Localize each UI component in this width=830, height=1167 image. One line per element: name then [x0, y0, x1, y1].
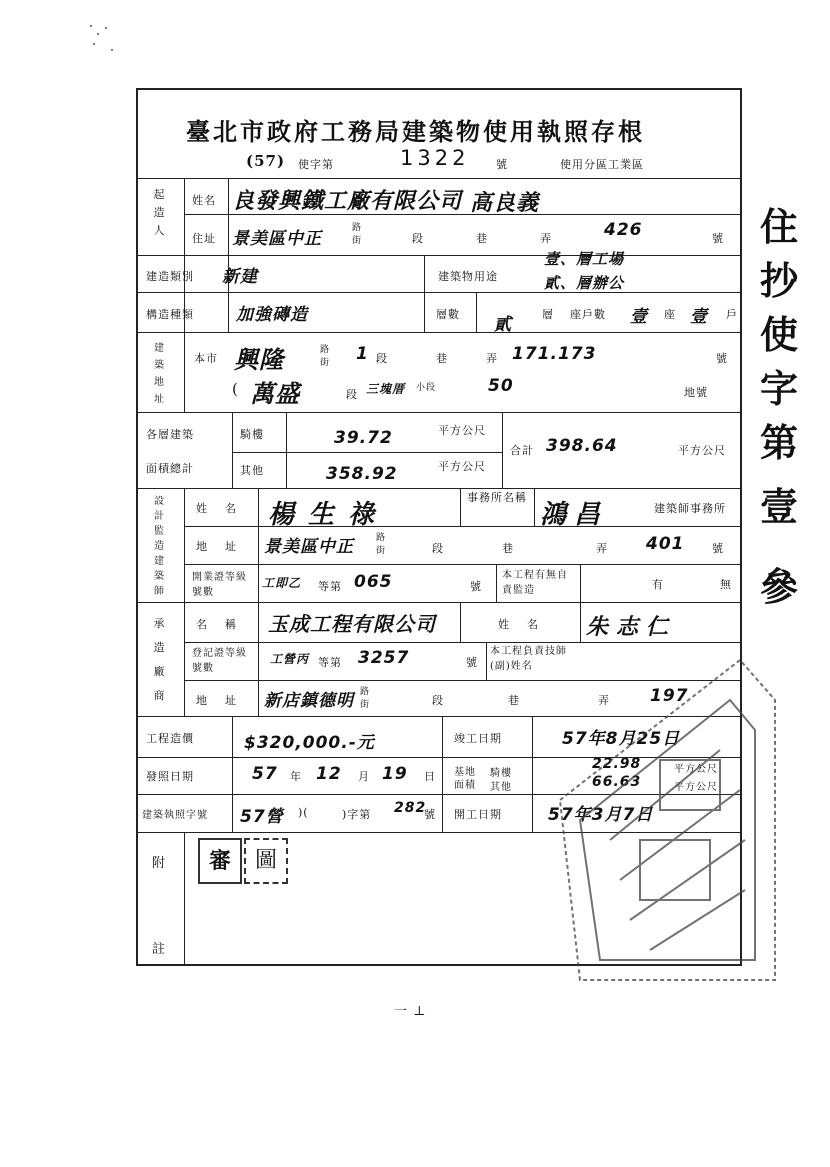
build-type-value: 新建: [222, 267, 258, 287]
total-value: 398.64: [546, 436, 618, 456]
completion-value: 57年8月25日: [562, 729, 681, 749]
contractor-reg-value-1: 工營丙: [270, 652, 310, 666]
applicant-name-value: 良發興鐵工廠有限公司: [232, 189, 463, 214]
build-type-label: 建造類別: [146, 270, 194, 283]
rule: [136, 412, 742, 413]
permit-value: 57營: [240, 807, 284, 827]
applicant-rep-value: 高良義: [470, 191, 540, 216]
rule: [534, 488, 535, 526]
rule: [136, 178, 742, 179]
architect-address-label: 地址: [196, 540, 254, 553]
start-value: 57年3月7日: [548, 805, 654, 825]
other-unit: 平方公尺: [438, 460, 486, 473]
site-duan-label: 段: [376, 352, 388, 365]
review-stamp: 審: [198, 838, 242, 884]
build-use-value-2: 貳、層辦公: [544, 274, 625, 292]
contractor-hao-label: 號: [466, 656, 478, 669]
arcade-unit: 平方公尺: [438, 424, 486, 437]
rule: [442, 716, 443, 832]
rule: [424, 255, 425, 332]
site-lot-duan-label: 段: [346, 388, 358, 401]
official-seal: [540, 640, 780, 1000]
contractor-section-label: 承造廠商: [153, 617, 165, 702]
rule: [228, 178, 229, 332]
issue-month: 12: [316, 764, 342, 784]
applicant-hao-label: 號: [712, 232, 724, 245]
contractor-address-label: 地址: [196, 694, 254, 707]
contractor-road-label: 路街: [360, 687, 371, 710]
margin-char-3: 字: [760, 367, 799, 411]
issue-year: 57: [252, 764, 278, 784]
units-label: 座戶數: [570, 308, 606, 321]
architect-hao-label: 號: [712, 542, 724, 555]
rule: [460, 488, 461, 526]
completion-label: 竣工日期: [454, 732, 502, 745]
contractor-name-label: 名稱: [196, 618, 254, 631]
permit-number: 1322: [400, 146, 470, 170]
architect-tech-value-1: 有: [652, 578, 664, 591]
zone-label: 使用分區工業區: [560, 158, 644, 171]
site-lot-sub-value: 三塊厝: [366, 382, 406, 396]
architect-license-label: 開業證等級號數: [192, 572, 247, 598]
rule: [136, 292, 742, 293]
rule: [232, 452, 502, 453]
site-duan-value: 1: [356, 344, 369, 364]
architect-office-suffix: 建築師事務所: [654, 502, 726, 515]
rule: [496, 564, 497, 602]
permit-paren: )(: [298, 806, 309, 819]
land-value-1: 22.98: [592, 756, 642, 772]
rule: [502, 412, 503, 488]
rule: [258, 488, 259, 716]
architect-license-word: 等第: [318, 580, 342, 593]
land-arcade-label: 騎樓: [490, 768, 512, 779]
contractor-nong-label: 弄: [598, 694, 610, 707]
rule: [136, 602, 742, 603]
site-lot-label: 地號: [684, 386, 708, 399]
form-title: 臺北市政府工務局建築物使用執照存根: [186, 117, 645, 146]
contractor-xiang-label: 巷: [508, 694, 520, 707]
applicant-name-label: 姓名: [192, 194, 216, 207]
site-number-value: 171.173: [512, 344, 597, 364]
architect-duan-label: 段: [432, 542, 444, 555]
issue-label: 發照日期: [146, 770, 194, 783]
rule: [580, 602, 581, 642]
site-section-label: 建築地址: [154, 343, 164, 405]
arcade-value: 39.72: [334, 428, 393, 448]
margin-char-6: 參: [760, 565, 799, 609]
site-city-label: 本市: [194, 352, 218, 365]
applicant-xiang-label: 巷: [476, 232, 488, 245]
drawing-stamp: 圖: [244, 838, 288, 884]
rule: [286, 412, 287, 488]
architect-office-label: 事務所名稱: [467, 491, 527, 504]
architect-nong-label: 弄: [596, 542, 608, 555]
start-label: 開工日期: [454, 808, 502, 821]
site-lot-area: 萬盛: [250, 380, 300, 408]
contractor-person-value: 朱志仁: [586, 615, 677, 640]
scan-noise: [86, 20, 126, 60]
architect-name-label: 姓名: [196, 502, 254, 515]
applicant-address-value: 景美區中正: [232, 229, 322, 249]
site-lot-number: 50: [488, 376, 514, 396]
total-label: 合計: [510, 444, 534, 457]
notes-label-2: 註: [152, 942, 167, 957]
site-xiang-label: 巷: [436, 352, 448, 365]
permit-hao-label: 號: [424, 808, 436, 821]
ceng-label: 層: [542, 308, 554, 321]
site-road-label: 路街: [320, 345, 331, 368]
cost-value: $320,000.-元: [244, 733, 375, 753]
rule: [232, 412, 233, 488]
contractor-reg-value-2: 3257: [358, 648, 410, 668]
issue-yue: 月: [358, 770, 370, 783]
contractor-duan-label: 段: [432, 694, 444, 707]
architect-number-value: 401: [646, 534, 685, 554]
zuo-label: 座: [664, 308, 676, 321]
permit-paren2: )字第: [342, 808, 372, 821]
site-hao-label: 號: [716, 352, 728, 365]
contractor-reg-label: 登記證等級號數: [192, 648, 247, 674]
applicant-duan-label: 段: [412, 232, 424, 245]
area-label-1: 各層建築: [146, 428, 194, 441]
floors-value: 貳: [494, 315, 512, 335]
architect-name-value: 楊生祿: [268, 500, 389, 530]
build-use-value-1: 壹、層工場: [544, 250, 625, 268]
hao-label: 號: [496, 158, 508, 171]
contractor-name-value: 玉成工程有限公司: [268, 612, 436, 636]
use-char-label: 使字第: [298, 158, 334, 171]
applicant-section-label: 起造人: [153, 188, 165, 237]
land-area-label: 基地面積: [454, 767, 476, 791]
rule: [486, 642, 487, 680]
land-other-label: 其他: [490, 782, 512, 793]
architect-hao-label-2: 號: [470, 580, 482, 593]
rule: [580, 564, 581, 602]
rule: [532, 716, 533, 832]
land-unit-1: 平方公尺: [674, 764, 718, 775]
architect-road-label: 路街: [376, 533, 387, 556]
arcade-label: 騎樓: [240, 428, 264, 441]
applicant-address-label: 住址: [192, 232, 216, 245]
land-unit-2: 平方公尺: [674, 782, 718, 793]
margin-char-1: 抄: [760, 259, 799, 303]
permit-label: 建築執照字號: [142, 810, 208, 821]
floors-label: 層數: [436, 308, 460, 321]
architect-address-value: 景美區中正: [264, 537, 354, 557]
contractor-address-value: 新店鎮德明: [264, 691, 354, 711]
rule: [460, 602, 461, 642]
margin-char-2: 使: [760, 313, 799, 357]
architect-tech-value-2: 無: [720, 578, 732, 591]
units-value-2: 壹: [690, 307, 708, 327]
architect-office-value: 鴻昌: [540, 500, 609, 530]
margin-char-5: 壹: [760, 485, 799, 529]
cost-label: 工程造價: [146, 732, 194, 745]
area-label-2: 面積總計: [146, 462, 194, 475]
applicant-road-label: 路街: [352, 223, 363, 246]
margin-char-4: 第: [760, 421, 799, 465]
architect-section-label: 設計監造建築師: [154, 496, 164, 597]
total-unit: 平方公尺: [678, 444, 726, 457]
rule: [184, 564, 742, 565]
units-value-1: 壹: [630, 307, 648, 327]
structure-label: 構造種類: [146, 308, 194, 321]
contractor-reg-word: 等第: [318, 656, 342, 669]
permit-number-value: 282: [394, 800, 427, 816]
site-nong-label: 弄: [486, 352, 498, 365]
architect-xiang-label: 巷: [502, 542, 514, 555]
rule: [136, 488, 742, 489]
land-value-2: 66.63: [592, 774, 642, 790]
year-label: (57): [246, 152, 286, 170]
contractor-number-value: 197: [650, 686, 689, 706]
issue-day: 19: [382, 764, 408, 784]
notes-label-1: 附: [152, 856, 167, 871]
build-use-label: 建築物用途: [438, 270, 498, 283]
rule: [184, 832, 185, 966]
rule: [136, 255, 742, 256]
contractor-person-label: 姓名: [498, 618, 556, 631]
rule: [184, 332, 185, 412]
architect-license-value-1: 工即乙: [262, 576, 302, 590]
margin-char-0: 住: [760, 205, 799, 249]
site-open-paren: (: [232, 380, 239, 398]
architect-tech-label: 本工程有無自責監造: [502, 570, 568, 596]
structure-value: 加強磚造: [236, 305, 308, 325]
rule: [136, 332, 742, 333]
contractor-tech-label: 本工程負責技師(副)姓名: [490, 646, 567, 672]
site-lot-sub-label: 小段: [416, 383, 437, 393]
applicant-nong-label: 弄: [540, 232, 552, 245]
rule: [184, 488, 185, 716]
applicant-number-value: 426: [604, 220, 643, 240]
site-road-value: 興隆: [234, 346, 284, 374]
issue-ri: 日: [424, 770, 436, 783]
rule: [232, 716, 233, 832]
rule: [476, 292, 477, 332]
architect-license-value-2: 065: [354, 572, 393, 592]
issue-nian: 年: [290, 770, 302, 783]
hu-label: 戶: [726, 308, 738, 321]
other-label: 其他: [240, 464, 264, 477]
bottom-mark: 一 ⊥: [394, 1004, 427, 1019]
other-value: 358.92: [326, 464, 398, 484]
